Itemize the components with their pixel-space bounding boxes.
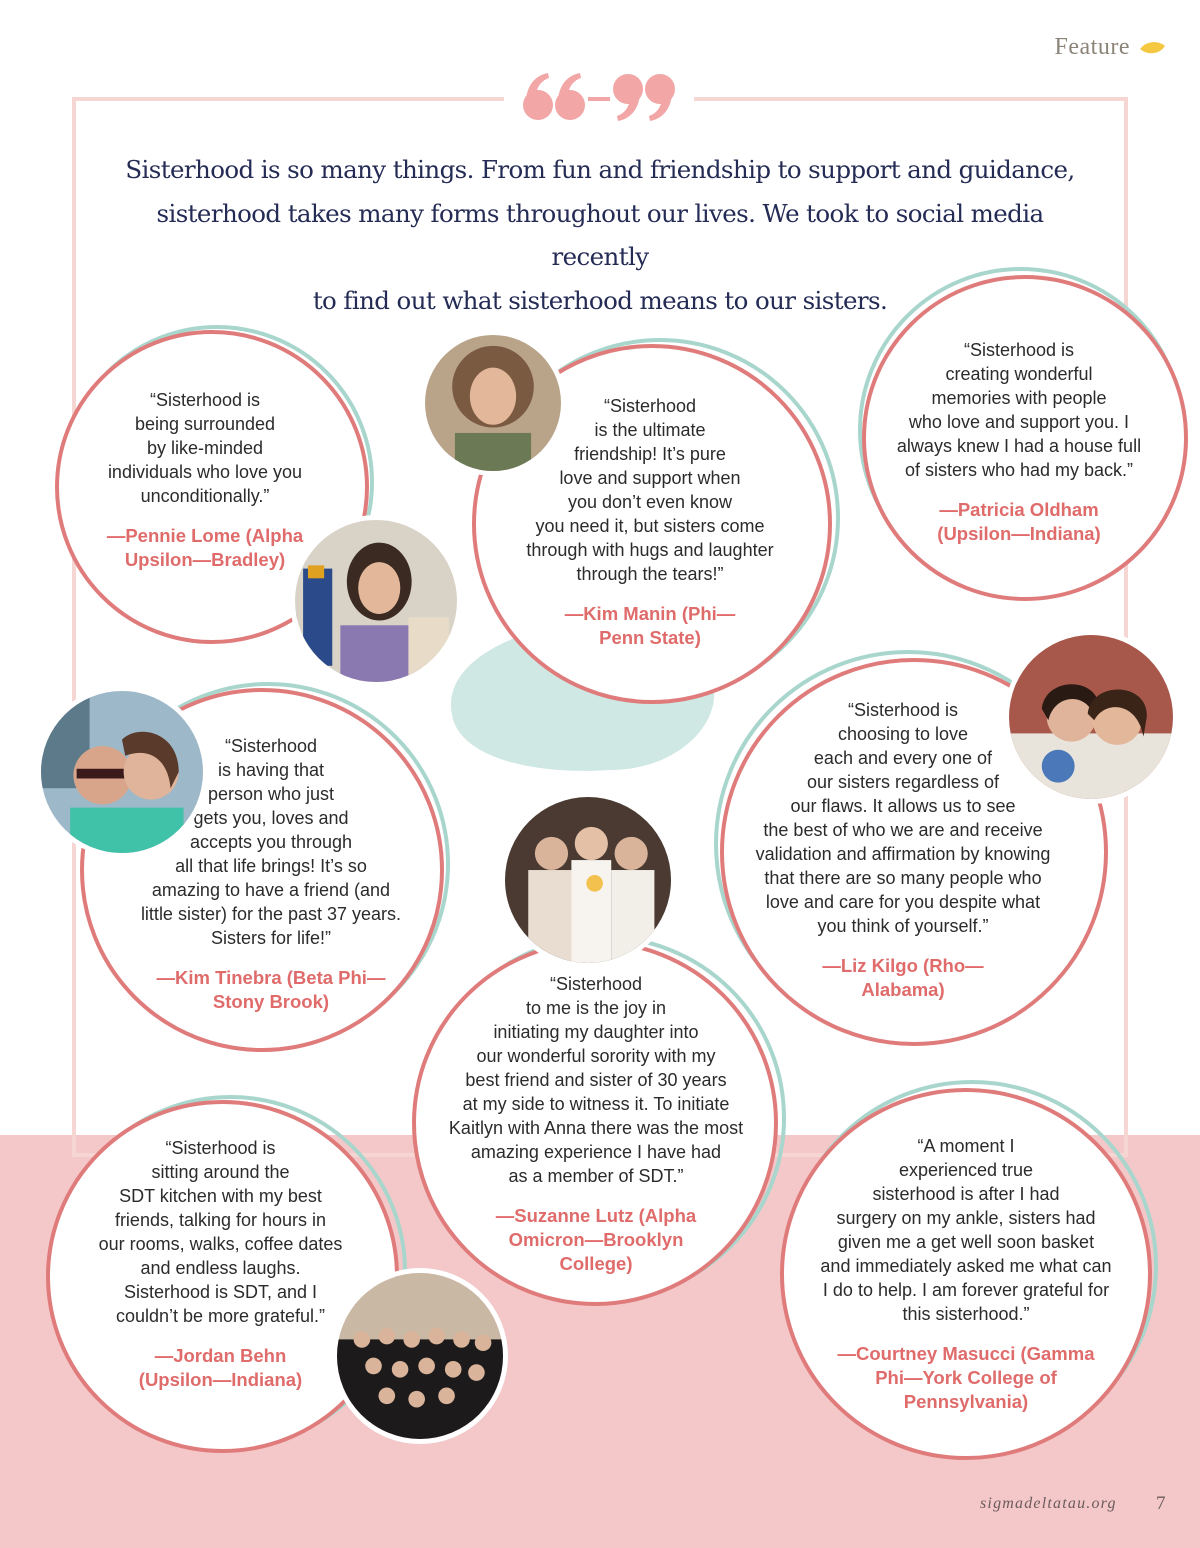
photo-three-women-initiation <box>500 792 676 968</box>
quote-author: —Patricia Oldham (Upsilon—Indiana) <box>937 499 1101 544</box>
quote-author: —Suzanne Lutz (Alpha Omicron—Brooklyn College) <box>495 1205 697 1274</box>
photo-two-friends-smiling <box>1004 630 1178 804</box>
intro-line-1: Sisterhood is so many things. From fun and friendship to support and guidance, <box>125 155 1075 184</box>
quote-text: “Sisterhood is being surrounded by like-minded individuals who love you unconditionally.” <box>107 390 303 506</box>
photo-portrait-glasses <box>290 515 462 687</box>
quote-author: —Courtney Masucci (Gamma Phi—York College of Pennsylvania) <box>837 1343 1095 1412</box>
quote-text: “Sisterhood is sitting around the SDT kitchen with my best friends, talking for hours in our rooms, walks, coffee dates and endless laughs. Sisterhood is SDT, and I couldn’t be more grateful.” <box>98 1138 343 1326</box>
leaf-icon <box>1138 40 1166 56</box>
quote-text: “Sisterhood is choosing to love each and every one of our sisters regardless of our flaws. It allows us to see the best of who we are and receive validation and affirmation by knowing that there are so many people who love and care for you despite what you think of yourself.” <box>755 700 1051 936</box>
section-label: Feature <box>1054 34 1130 60</box>
intro-line-3: to find out what sisterhood means to our sisters. <box>312 285 888 315</box>
intro-line-2: sisterhood takes many forms throughout our lives. We took to social media recently <box>156 198 1044 271</box>
quote-author: —Kim Manin (Phi— Penn State) <box>564 603 736 648</box>
quote-author: —Liz Kilgo (Rho— Alabama) <box>822 955 984 1000</box>
quote-author: —Kim Tinebra (Beta Phi— Stony Brook) <box>156 967 386 1012</box>
quote-text: “Sisterhood is having that person who just gets you, loves and accepts you through all that life brings! It’s so amazing to have a friend (and little sister) for the past 37 years. Sisters for life!” <box>140 736 402 948</box>
quote-text: “Sisterhood is creating wonderful memories with people who love and support you. I always knew I had a house full of sisters who had my back.” <box>896 340 1142 480</box>
quote-block-suzanne <box>436 972 756 1276</box>
quote-text: “Sisterhood is the ultimate friendship! It’s pure love and support when you don’t even know you need it, but sisters come through with hugs and laughter through the tears!” <box>526 396 774 584</box>
footer-url: sigmadeltatau.org <box>980 1495 1117 1512</box>
quote-author: —Jordan Behn (Upsilon—Indiana) <box>138 1345 303 1390</box>
quote-block-pennie <box>85 388 325 572</box>
page-number: 7 <box>1156 1493 1166 1514</box>
photo-portrait-curly-hair <box>420 330 566 476</box>
photo-selfie-two-women <box>36 686 208 858</box>
quote-text: “Sisterhood to me is the joy in initiating my daughter into our wonderful sorority with my best friend and sister of 30 years at my side to witness it. To initiate Kaitlyn with Anna there was the most amazing experience I have had as a member of SDT.” <box>448 974 744 1186</box>
quote-block-courtney <box>800 1134 1132 1414</box>
quote-block-jordan <box>78 1136 363 1392</box>
quote-block-patricia <box>874 338 1164 546</box>
quote-text: “A moment I experienced true sisterhood is after I had surgery on my ankle, sisters had given me a get well soon basket and immediately asked me what can I do to help. I am forever grateful for this sisterhood.” <box>820 1136 1112 1324</box>
quotation-marks-icon <box>504 62 694 132</box>
quote-author: —Pennie Lome (Alpha Upsilon—Bradley) <box>106 525 304 570</box>
photo-group-of-sisters <box>332 1268 508 1444</box>
